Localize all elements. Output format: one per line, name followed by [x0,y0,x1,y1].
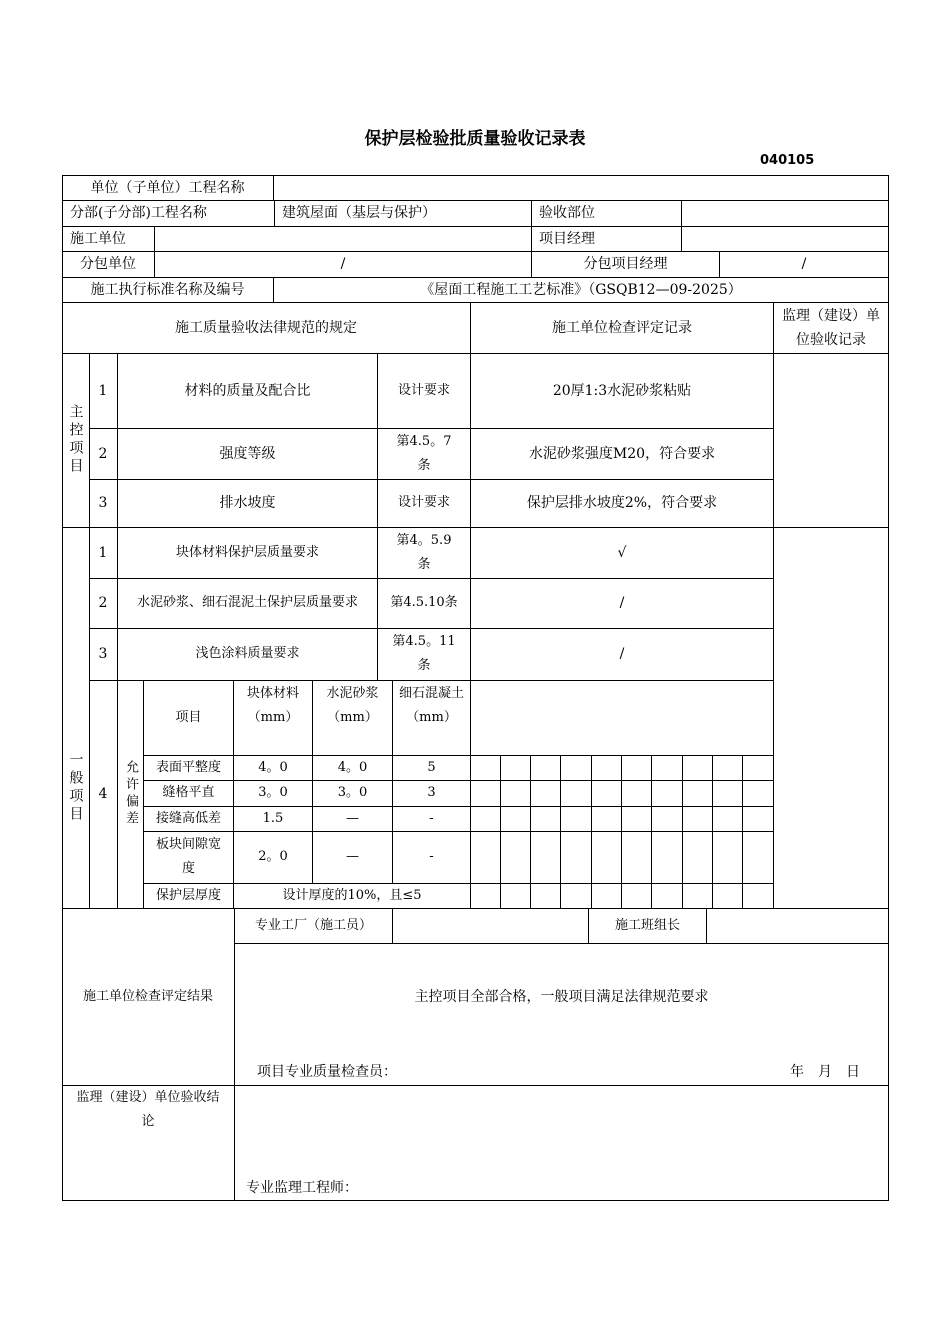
tolerance-row-val: 4。0 [258,759,288,775]
general-row-no: 1 [98,544,108,561]
tolerance-row-name: 保护层厚度 [155,887,221,903]
sub-project-value[interactable]: 建筑屋面（基层与保护） [282,205,436,221]
worker-value[interactable] [393,908,588,943]
tolerance-row-val: — [346,810,359,826]
general-row-ref: 第4.5。11条 [392,634,456,673]
construction-unit-label: 施工单位 [70,230,126,247]
form-title: 保护层检验批质量验收记录表 [364,129,586,149]
main-row-ref: 设计要求 [397,382,450,398]
subcontract-manager-label: 分包项目经理 [583,256,668,272]
tolerance-row-val: 1.5 [262,810,284,826]
tolerance-row-name: 板块间隙宽度 [155,837,221,876]
main-row-no: 1 [98,382,108,399]
main-row-item: 材料的质量及配合比 [184,382,311,399]
construction-unit-value[interactable] [155,226,531,251]
standard-label: 施工执行标准名称及编号 [90,281,245,298]
tolerance-row-name: 缝格平直 [162,785,215,800]
tolerance-head-col: 细石混凝土（mm） [399,686,465,725]
supervision-engineer-label: 专业监理工程师： [246,1180,358,1196]
standard-value: 《屋面工程施工工艺标准》（GSQB12—09-2025） [420,281,742,298]
main-control-label: 主控项目 [67,404,84,476]
general-row-ref: 第4.5.10条 [390,595,458,610]
column-spec-header: 施工质量验收法律规范的规定 [175,319,357,336]
main-row-result[interactable]: 保护层排水坡度2%，符合要求 [526,495,718,511]
tolerance-head-col: 块体材料（mm） [246,686,299,725]
date-label: 年 月 日 [790,1064,860,1080]
check-conclusion[interactable]: 主控项目全部合格，一般项目满足法律规范要求 [414,989,709,1005]
inspector-label: 项目专业质量检查员： [257,1064,397,1080]
main-row-no: 2 [98,445,108,462]
tolerance-row-val: 3。0 [258,785,288,800]
main-row-result[interactable]: 20厚1:3水泥砂浆粘贴 [552,382,692,399]
form-code: 040105 [760,153,815,168]
tolerance-row-val: — [346,849,359,864]
tolerance-row-no: 4 [98,786,108,802]
main-row-item: 强度等级 [219,445,276,462]
column-supervision-header: 监理（建设）单位验收记录 [782,307,880,348]
tolerance-row-val: 4。0 [337,759,368,775]
tolerance-row-name: 接缝高低差 [155,810,221,826]
project-manager-label: 项目经理 [539,230,595,247]
sub-project-label: 分部(子分部)工程名称 [70,205,207,221]
acceptance-part-value[interactable] [682,200,888,226]
supervision-general-cell[interactable] [774,527,888,908]
general-row-no: 3 [98,646,108,662]
general-row-no: 2 [98,595,108,611]
tolerance-row-val: 3。0 [337,785,368,800]
main-row-no: 3 [98,495,108,511]
worker-label: 专业工厂（施工员） [254,917,372,933]
tolerance-row-val: - [429,849,434,864]
acceptance-part-label: 验收部位 [539,205,595,221]
unit-project-value[interactable] [274,175,888,200]
subcontract-unit-label: 分包单位 [80,256,136,272]
supervision-result-label: 监理（建设）单位验收结论 [76,1090,220,1129]
tolerance-head-item: 项目 [175,709,202,725]
team-leader-value[interactable] [707,908,888,943]
general-row-result[interactable]: / [619,646,625,662]
column-record-header: 施工单位检查评定记录 [552,319,692,336]
tolerance-row-val: 5 [427,759,436,775]
team-leader-label: 施工班组长 [614,917,680,933]
main-row-result[interactable]: 水泥砂浆强度M20，符合要求 [528,445,716,462]
tolerance-row-val: 2。0 [258,849,288,864]
project-manager-value[interactable] [682,226,888,251]
check-result-label: 施工单位检查评定结果 [82,988,213,1004]
subcontract-manager-value[interactable]: / [801,256,807,272]
main-row-ref: 第4.5。7条 [396,433,452,473]
supervision-main-cell[interactable] [774,353,888,527]
tolerance-row-val: - [429,810,434,826]
tolerance-row-val: 设计厚度的10%，且≤5 [282,887,422,903]
tolerance-row-val: 3 [427,785,436,800]
general-row-item: 块体材料保护层质量要求 [175,544,319,560]
main-row-item: 排水坡度 [219,495,276,511]
main-row-ref: 设计要求 [397,495,450,510]
subcontract-unit-value[interactable]: / [340,256,346,272]
general-row-item: 浅色涂料质量要求 [195,646,300,661]
general-row-ref: 第4。5.9条 [396,532,452,572]
tolerance-label: 允许偏差 [123,760,138,828]
general-label: 一般项目 [67,751,84,824]
tolerance-row-name: 表面平整度 [155,759,221,775]
general-row-result[interactable]: / [619,595,625,611]
unit-project-label: 单位（子单位）工程名称 [90,179,245,196]
general-row-item: 水泥砂浆、细石混泥土保护层质量要求 [136,595,358,610]
tolerance-head-col: 水泥砂浆（mm） [326,686,379,725]
general-row-result[interactable]: √ [617,544,627,561]
